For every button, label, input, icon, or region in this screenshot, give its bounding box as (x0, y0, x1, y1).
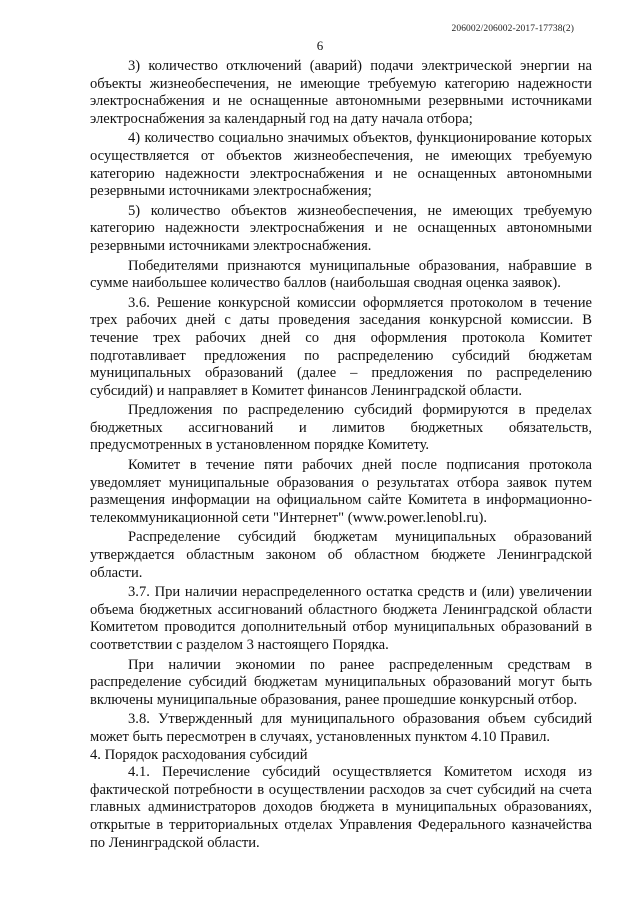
paragraph: 5) количество объектов жизнеобеспечения, не имеющих требуемую категорию надежности электроснабжения и не оснащенных автономными резервными источниками электроснабжения. (90, 202, 592, 254)
section-title: 4. Порядок расходования субсидий (90, 746, 308, 763)
paragraph: 4) количество социально значимых объектов, функционирование которых осуществляется от объектов жизнеобеспечения, не имеющих требуемую категорию надежности электроснабжения и не оснащенных автономными резервными источниками электроснабжения; (90, 130, 592, 200)
paragraph: 3) количество отключений (аварий) подачи электрической энергии на объекты жизнеобеспечения, не имеющие требуемую категорию надежности электроснабжения и не оснащенные автономными резервными источниками электроснабжения за календарный год на дату начала отбора; (90, 58, 592, 127)
paragraph: 4.1. Перечисление субсидий осуществляется Комитетом исходя из фактической потребности в осуществлении расходов за счет субсидий на счета главных администраторов доходов бюджета в муниципальных образованиях, открытые в территориальных отделах Управления Федерального казначейства по Ленинградской области. (90, 764, 592, 851)
paragraph: Комитет в течение пяти рабочих дней после подписания протокола уведомляет муниципальные образования о результатах отбора заявок путем размещения информации на официальном сайте Комитета в информационно-телекоммуникационной сети "Интернет" (www.power.lenobl.ru). (90, 457, 592, 526)
document-id: 206002/206002-2017-17738(2) (451, 24, 574, 34)
paragraph: При наличии экономии по ранее распределенным средствам в распределение субсидий бюджетам муниципальных образований могут быть включены муниципальные образования, ранее прошедшие конкурсный отбор. (90, 656, 592, 708)
paragraph: 3.7. При наличии нераспределенного остатка средств и (или) увеличении объема бюджетных ассигнований областного бюджета Ленинградской области Комитетом проводится дополнительный отбор муниципальных образований в соответствии с разделом 3 настоящего Порядка. (90, 584, 592, 653)
paragraph: 3.8. Утвержденный для муниципального образования объем субсидий может быть пересмотрен в случаях, установленных пунктом 4.10 Правил. (90, 711, 592, 745)
document-body (90, 58, 592, 852)
paragraph: Предложения по распределению субсидий формируются в пределах бюджетных ассигнований и лимитов бюджетных обязательств, предусмотренных в установленном порядке Комитету. (90, 402, 592, 454)
page-number: 6 (316, 38, 324, 53)
paragraph: 3.6. Решение конкурсной комиссии оформляется протоколом в течение трех рабочих дней с даты проведения заседания конкурсной комиссии. В течение трех рабочих дней со дня оформления протокола Комитет подготавливает предложения по распределению субсидий бюджетам муниципальных образований (далее – предложения по распределению субсидий) и направляет в Комитет финансов Ленинградской области. (90, 294, 592, 399)
paragraph: Распределение субсидий бюджетам муниципальных образований утверждается областным законом об областном бюджете Ленинградской области. (90, 529, 592, 581)
paragraph: Победителями признаются муниципальные образования, набравшие в сумме наибольшее количество баллов (наибольшая сводная оценка заявок). (90, 257, 592, 292)
